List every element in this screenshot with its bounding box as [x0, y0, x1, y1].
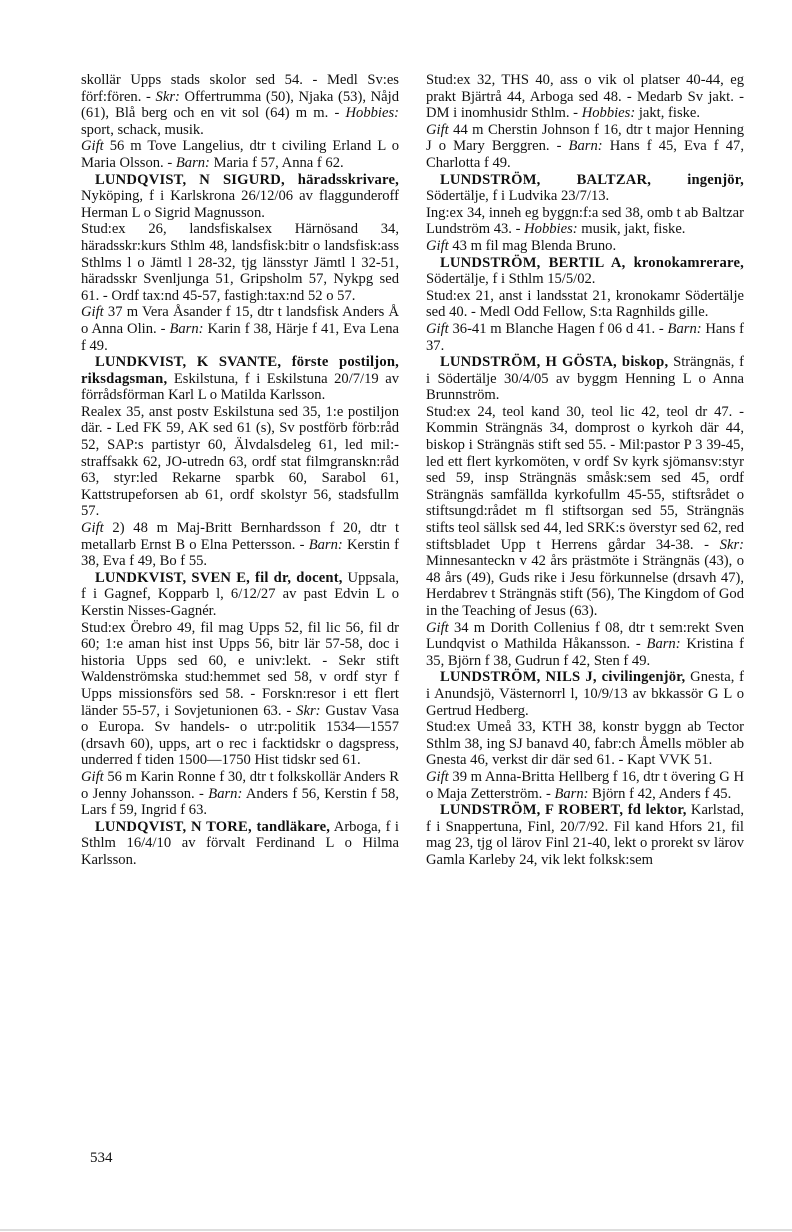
entry-heading: LUNDSTRÖM, BALTZAR, ingenjör,	[440, 171, 744, 188]
entry-lundstrom-bertil: LUNDSTRÖM, BERTIL A, kronokamrerare, Södertälje, f i Sthlm 15/5/02.	[426, 254, 744, 288]
right-column	[426, 72, 744, 869]
paragraph: Stud:ex Umeå 33, KTH 38, konstr byggn ab Tector Sthlm 38, ing SJ banavd 40, fabr:ch Åmells möbler ab Gnesta 46, verkst dir där sed 61. - Kapt VVK 51.	[426, 719, 744, 769]
entry-heading: LUNDSTRÖM, BERTIL A, kronokamrerare,	[440, 254, 744, 271]
paragraph: Gift 37 m Vera Åsander f 15, dtr t landsfisk Anders Å o Anna Olin. - Barn: Karin f 38, Härje f 41, Eva Lena f 49.	[81, 304, 399, 354]
paragraph: Ing:ex 34, inneh eg byggn:f:a sed 38, omb t ab Baltzar Lundström 43. - Hobbies: musik, jakt, fiske.	[426, 204, 744, 238]
paragraph: Gift 34 m Dorith Collenius f 08, dtr t sem:rekt Sven Lundqvist o Mathilda Håkansson. - Barn: Kristina f 35, Björn f 38, Gudrun f 42, Sten f 49.	[426, 619, 744, 669]
paragraph: Gift 56 m Karin Ronne f 30, dtr t folkskollär Anders R o Jenny Johansson. - Barn: Anders f 56, Kerstin f 58, Lars f 59, Ingrid f 63.	[81, 768, 399, 819]
entry-lundqvist-sigurd: LUNDQVIST, N SIGURD, häradsskrivare, Nyköping, f i Karlskrona 26/12/06 av flaggunderoff Herman L o Sigrid Magnusson.	[81, 171, 399, 221]
paragraph: Stud:ex 26, landsfiskalsex Härnösand 34, häradsskr:kurs Sthlm 48, landsfisk:bitr o landsfisk:ass Sthlms l o Jämtl l 28-32, tjg länsstyr Jämtl l 32-51, häradsskr Svenljunga 51, Gripsholm 57, Nykpg sed 61. - Ordf tax:nd 45-57, fastigh:tax:nd 52 o 57.	[81, 221, 399, 304]
paragraph: Gift 56 m Tove Langelius, dtr t civiling Erland L o Maria Olsson. - Barn: Maria f 57, Anna f 62.	[81, 138, 399, 171]
bottom-edge	[0, 1229, 792, 1231]
entry-lundstrom-baltzar: LUNDSTRÖM, BALTZAR, ingenjör, Södertälje, f i Ludvika 23/7/13.	[426, 171, 744, 205]
paragraph: Gift 39 m Anna-Britta Hellberg f 16, dtr t övering G H o Maja Zetterström. - Barn: Björn f 42, Anders f 45.	[426, 768, 744, 802]
entry-lundstrom-gosta: LUNDSTRÖM, H GÖSTA, biskop, Strängnäs, f i Södertälje 30/4/05 av byggm Henning L o Anna Brunnström.	[426, 354, 744, 404]
paragraph: Stud:ex 32, THS 40, ass o vik ol platser 40-44, eg prakt Bjärtrå 44, Arboga sed 48. - Medarb Sv jakt. - DM i inomhusidr Sthlm. - Hobbies: jakt, fiske.	[426, 72, 744, 122]
paragraph: Gift 44 m Cherstin Johnson f 16, dtr t major Henning J o Mary Berggren. - Barn: Hans f 45, Eva f 47, Charlotta f 49.	[426, 121, 744, 171]
paragraph: Gift 43 m fil mag Blenda Bruno.	[426, 237, 617, 254]
paragraph: skollär Upps stads skolor sed 54. - Medl Sv:es förf:fören. - Skr: Offertrumma (50), Njaka (53), Nåjd (61), Blå berg och en vit sol (64) m m. - Hobbies: sport, schack, musik.	[81, 72, 400, 138]
entry-heading: LUNDQVIST, N TORE, tandläkare,	[95, 818, 331, 835]
paragraph: Stud:ex 24, teol kand 30, teol lic 42, teol dr 47. - Kommin Strängnäs 34, domprost o kyrkoh där 44, biskop i Strängnäs stift sed 55. - Mil:pastor P 3 39-45, led ett flert kyrkomöten, v ordf Sv kyrk sjömansv:styr sed 59, insp Strängnäs småsk:sem sed 45, ordf Strängnäs samfällda kyrkofullm 45-55, stiftsrådet o stiftsungd:rådet m fl stiftsorgan sed 55, Strängnäs stifts teol sällsk sed 44, led SRK:s överstyr sed 62, red stiftsbladet Upp t Herrens gårdar 34-38. - Skr: Minnesanteckn v 42 års prästmöte i Strängnäs (43), o 48 års (49), Guds rike i Jesu förkunnelse (drsavh 47), Herdabrev t Strängnäs stift (56), The Kingdom of God in the Teaching of Jesus (63).	[426, 403, 744, 619]
paragraph: Gift 36-41 m Blanche Hagen f 06 d 41. - Barn: Hans f 37.	[426, 320, 744, 354]
entry-heading: LUNDSTRÖM, H GÖSTA, biskop,	[440, 354, 669, 371]
entry-lundkvist-sven: LUNDKVIST, SVEN E, fil dr, docent, Uppsala, f i Gagnef, Kopparb l, 6/12/27 av past Edvin L o Kerstin Nisses-Gagnér.	[81, 569, 399, 619]
paragraph: Stud:ex 21, anst i landsstat 21, kronokamr Södertälje sed 40. - Medl Odd Fellow, S:ta Ragnhilds gille.	[426, 287, 744, 321]
entry-heading: LUNDQVIST, N SIGURD, häradsskrivare,	[95, 171, 399, 188]
entry-lundstrom-nils: LUNDSTRÖM, NILS J, civilingenjör, Gnesta, f i Anundsjö, Västernorrl l, 10/9/13 av bkkassör G L o Gertrud Hedberg.	[426, 669, 744, 719]
entry-heading: LUNDKVIST, K SVANTE, förste postiljon, riksdagsman,	[81, 354, 399, 387]
entry-heading: LUNDKVIST, SVEN E, fil dr, docent,	[95, 569, 343, 586]
left-column	[81, 72, 399, 869]
paragraph: Stud:ex Örebro 49, fil mag Upps 52, fil lic 56, fil dr 60; 1:e aman hist inst Upps 56, bitr lär 57-58, doc i historia Upps sed 60, e univ:lekt. - Sekr stift Waldenströmska stud:hemmet sed 58, v ordf styr f Upps missionsförs sed 58. - Forskn:resor i ett flert länder 55-57, i Sovjetunionen 63. - Skr: Gustav Vasa o Europa. Sv handels- o utr:politik 1534—1557 (drsavh 60), upps, art o rec i facktidskr o dagspress, underred f tiden 1500—1750 Hist tidskr sed 61.	[81, 619, 399, 769]
entry-heading: LUNDSTRÖM, F ROBERT, fd lektor,	[440, 802, 687, 819]
entry-lundqvist-tore: LUNDQVIST, N TORE, tandläkare, Arboga, f i Sthlm 16/4/10 av förvalt Ferdinand L o Hilma Karlsson.	[81, 818, 399, 868]
entry-heading: LUNDSTRÖM, NILS J, civilingenjör,	[440, 669, 686, 686]
paragraph: Gift 2) 48 m Maj-Britt Bernhardsson f 20, dtr t metallarb Ernst B o Elna Pettersson. - Barn: Kerstin f 38, Eva f 49, Bo f 55.	[81, 520, 399, 570]
paragraph: Realex 35, anst postv Eskilstuna sed 35, 1:e postiljon där. - Led FK 59, AK sed 61 (s), Sv postförb förb:råd 52, SAP:s partistyr 60, Älvdalsdeleg 61, led mil:-straffsakk 62, JO-utredn 63, ordf stat filmgranskn:råd 63, styr:led Rekarne sparbk 60, Sarabol 61, Kattstrupeforsen ab 61, ordf skolstyr 56, stadsfullm 57.	[81, 403, 399, 520]
entry-lundkvist-svante: LUNDKVIST, K SVANTE, förste postiljon, riksdagsman, Eskilstuna, f i Eskilstuna 20/7/19 av förrådsförman Karl L o Matilda Karlsson.	[81, 354, 399, 404]
entry-lundstrom-robert: LUNDSTRÖM, F ROBERT, fd lektor, Karlstad, f i Snappertuna, Finl, 20/7/92. Fil kand Hfors 21, fil mag 23, tjg ol lärov Finl 21-40, lekt o prorekt sv lärov Gamla Karleby 24, vik lekt folksk:sem	[426, 802, 744, 868]
page-number: 534	[90, 1150, 113, 1166]
